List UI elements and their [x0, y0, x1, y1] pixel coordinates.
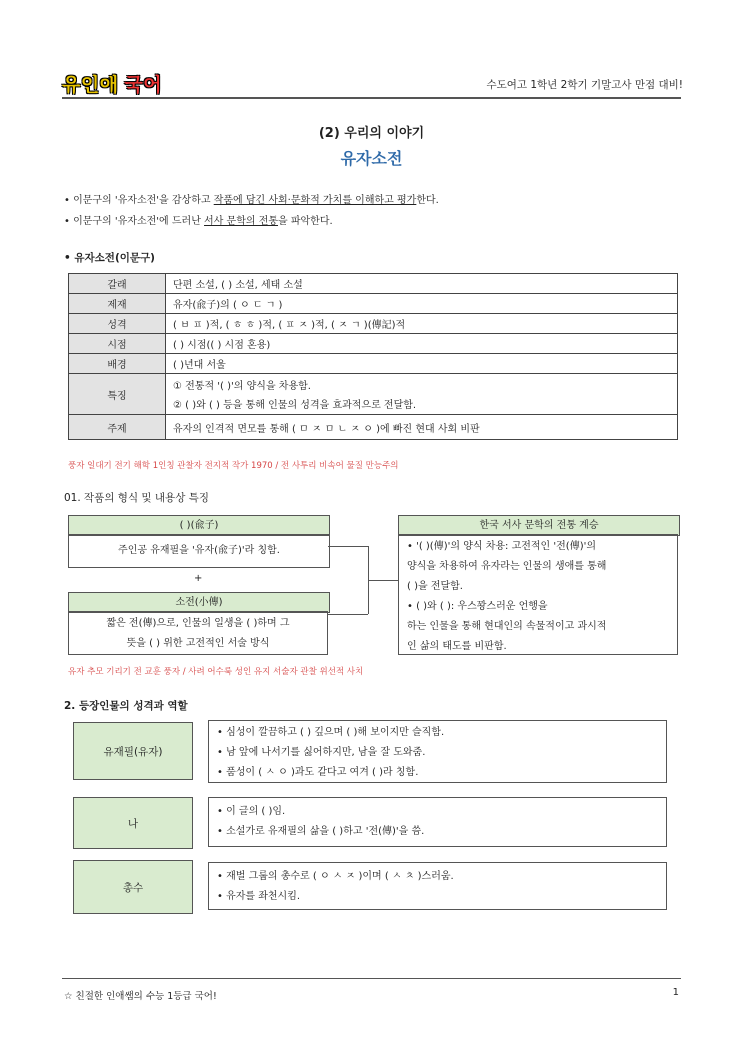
table-row — [69, 354, 678, 374]
row-label: 갈래 — [69, 274, 166, 294]
footer-text: ☆ 친절한 인애쌤의 수능 1등급 국어! — [64, 991, 217, 1002]
objective-2: • 이문구의 '유자소전'에 드러난 서사 문학의 전통을 파악한다. — [64, 216, 333, 227]
feature-1: ① 전통적 '( )'의 양식을 차용함. — [173, 381, 311, 392]
row-value: 유자(兪子)의 ( ㅇ ㄷ ㄱ ) — [166, 294, 678, 314]
table-row — [69, 334, 678, 354]
box-yuja-body: 주인공 유재필을 '유자(兪子)'라 칭함. — [68, 534, 330, 568]
table-row — [69, 294, 678, 314]
page-title: 유자소전 — [340, 149, 403, 168]
table-row — [69, 415, 678, 440]
character-desc-na: • 이 글의 ( )임. • 소설가로 유재필의 삶을 ( )하고 '전(傳)'을 씀. — [208, 797, 667, 847]
row-label: 성격 — [69, 314, 166, 334]
section-heading-characters: 2. 등장인물의 성격과 역할 — [64, 700, 188, 712]
row-label: 주제 — [69, 415, 166, 440]
work-info-table — [68, 273, 678, 440]
row-value — [166, 374, 678, 415]
connector-line — [328, 546, 368, 547]
lesson-subtitle: (2) 우리의 이야기 — [318, 126, 425, 141]
box-yuja-title: ( )(兪子) — [68, 515, 330, 536]
plus-sign: + — [194, 573, 203, 584]
objective-1: • 이문구의 '유자소전'을 감상하고 작품에 담긴 사회·문화적 가치를 이해하고 평가한다. — [64, 195, 439, 206]
character-desc-chongsu: • 재벌 그룹의 총수로 ( ㅇ ㅅ ㅈ )이며 ( ㅅ ㅊ )스러움. • 유자를 좌천시킴. — [208, 862, 667, 910]
row-label: 특징 — [69, 374, 166, 415]
brand-logo: 유인애 국어 — [62, 75, 163, 96]
table-row — [69, 274, 678, 294]
header-divider — [62, 97, 681, 99]
character-name-na: 나 — [73, 797, 193, 849]
row-value: ( ) 시점(( ) 시점 혼용) — [166, 334, 678, 354]
row-label: 시점 — [69, 334, 166, 354]
box-tradition-title: 한국 서사 문학의 전통 계승 — [398, 515, 680, 536]
character-name-yuja: 유재필(유자) — [73, 722, 193, 780]
connector-line — [328, 614, 368, 615]
connector-line — [368, 580, 398, 581]
box-sojeon-title: 소전(小傳) — [68, 592, 330, 613]
row-value: 단편 소설, ( ) 소설, 세태 소설 — [166, 274, 678, 294]
section-heading-form: 01. 작품의 형식 및 내용상 특징 — [64, 492, 209, 504]
feature-2: ② ( )와 ( ) 등을 통해 인물의 성격을 효과적으로 전달함. — [173, 400, 417, 411]
row-value: ( ㅂ ㅍ )적, ( ㅎ ㅎ )적, ( ㅍ ㅈ )적, ( ㅈ ㄱ )(傳記)적 — [166, 314, 678, 334]
header-exam-info: 수도여고 1학년 2학기 기말고사 만점 대비! — [486, 79, 683, 91]
row-label: 배경 — [69, 354, 166, 374]
table-row — [69, 314, 678, 334]
table-row — [69, 374, 678, 415]
row-value: 유자의 인격적 면모를 통해 ( ㅁ ㅈ ㅁ ㄴ ㅈ ㅇ )에 빠진 현대 사회 비판 — [166, 415, 678, 440]
row-value: ( )년대 서울 — [166, 354, 678, 374]
page-number: 1 — [672, 987, 679, 998]
section-heading-work: • 유자소전(이문구) — [64, 252, 155, 264]
character-name-chongsu: 총수 — [73, 860, 193, 914]
row-label: 제재 — [69, 294, 166, 314]
answer-hint-1: 풍자 일대기 전기 해학 1인칭 관찰자 전지적 작가 1970 / 전 사투리 비속어 물질 만능주의 — [68, 461, 399, 471]
box-sojeon-body: 짧은 전(傳)으로, 인물의 일생을 ( )하며 그 뜻을 ( ) 위한 고전적인 서술 방식 — [68, 611, 328, 655]
character-desc-yuja: • 심성이 깔끔하고 ( ) 깊으며 ( )해 보이지만 슬직함. • 남 앞에 나서기를 싫어하지만, 남을 잘 도와줌. • 품성이 ( ㅅ ㅇ )과도 같다고 여겨 ( )라 칭함. — [208, 720, 667, 783]
answer-hint-2: 유자 추모 기리기 전 교훈 풍자 / 사려 어수룩 성인 유지 서술자 관찰 위선적 사치 — [68, 667, 364, 677]
box-tradition-body: • '( )(傳)'의 양식 차용: 고전적인 '전(傳)'의 양식을 차용하여 유자라는 인물의 생애를 통해 ( )을 전달함. • ( )와 ( ): 우스꽝스러운 언행을 하는 인물을 통해 현대인의 속물적이고 과시적 인 삶의 태도를 비판함. — [398, 534, 678, 655]
footer-divider — [62, 978, 681, 979]
